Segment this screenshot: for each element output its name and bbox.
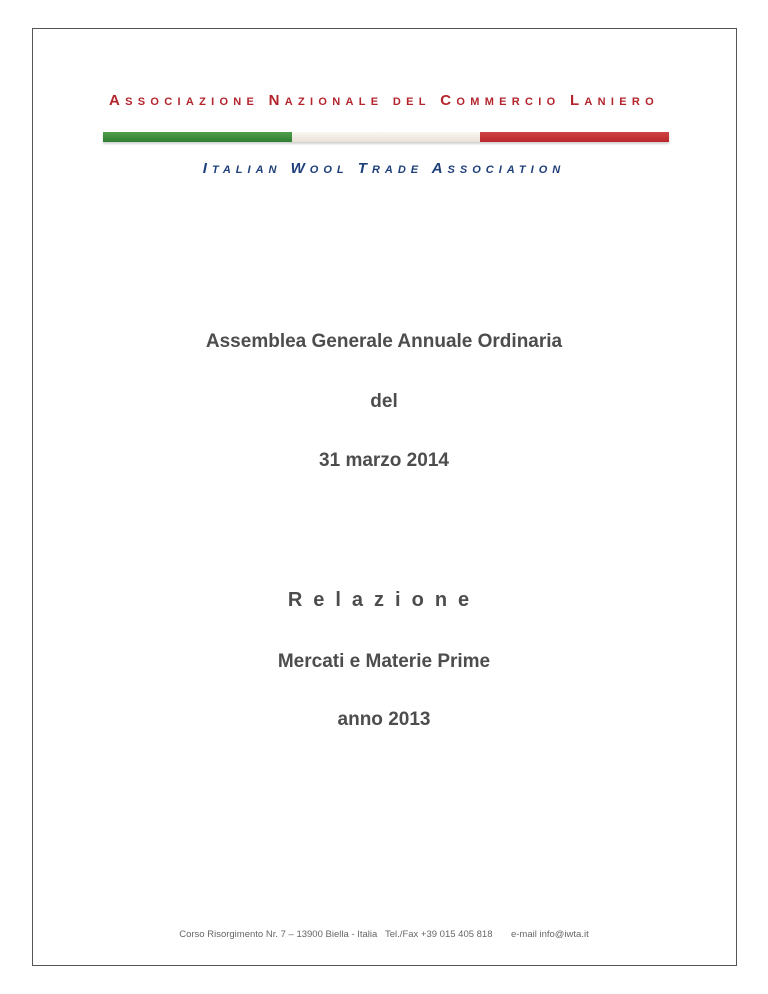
relazione-heading: Relazione (287, 589, 481, 611)
flag-green-stripe (103, 132, 292, 142)
report-subject: Mercati e Materie Prime (277, 651, 491, 672)
flag-red-stripe (480, 132, 669, 142)
footer-contact (0, 929, 768, 940)
footer-address: Corso Risorgimento Nr. 7 – 13900 Biella - Italia (179, 929, 378, 940)
assembly-title: Assemblea Generale Annuale Ordinaria (205, 331, 563, 352)
flag-white-stripe (292, 132, 481, 142)
italian-flag-bar (103, 132, 669, 142)
footer-email: e-mail info@iwta.it (510, 929, 589, 940)
del-label: del (370, 391, 398, 412)
report-year: anno 2013 (337, 709, 431, 730)
footer-phone: Tel./Fax +39 015 405 818 (385, 929, 493, 940)
association-name-english (0, 160, 768, 177)
association-name-english-text: Italian Wool Trade Association (202, 160, 566, 177)
assembly-date: 31 marzo 2014 (319, 450, 449, 471)
association-name-italian-text: Associazione Nazionale del Commercio Laniero (108, 92, 660, 109)
association-name-italian (0, 92, 768, 109)
